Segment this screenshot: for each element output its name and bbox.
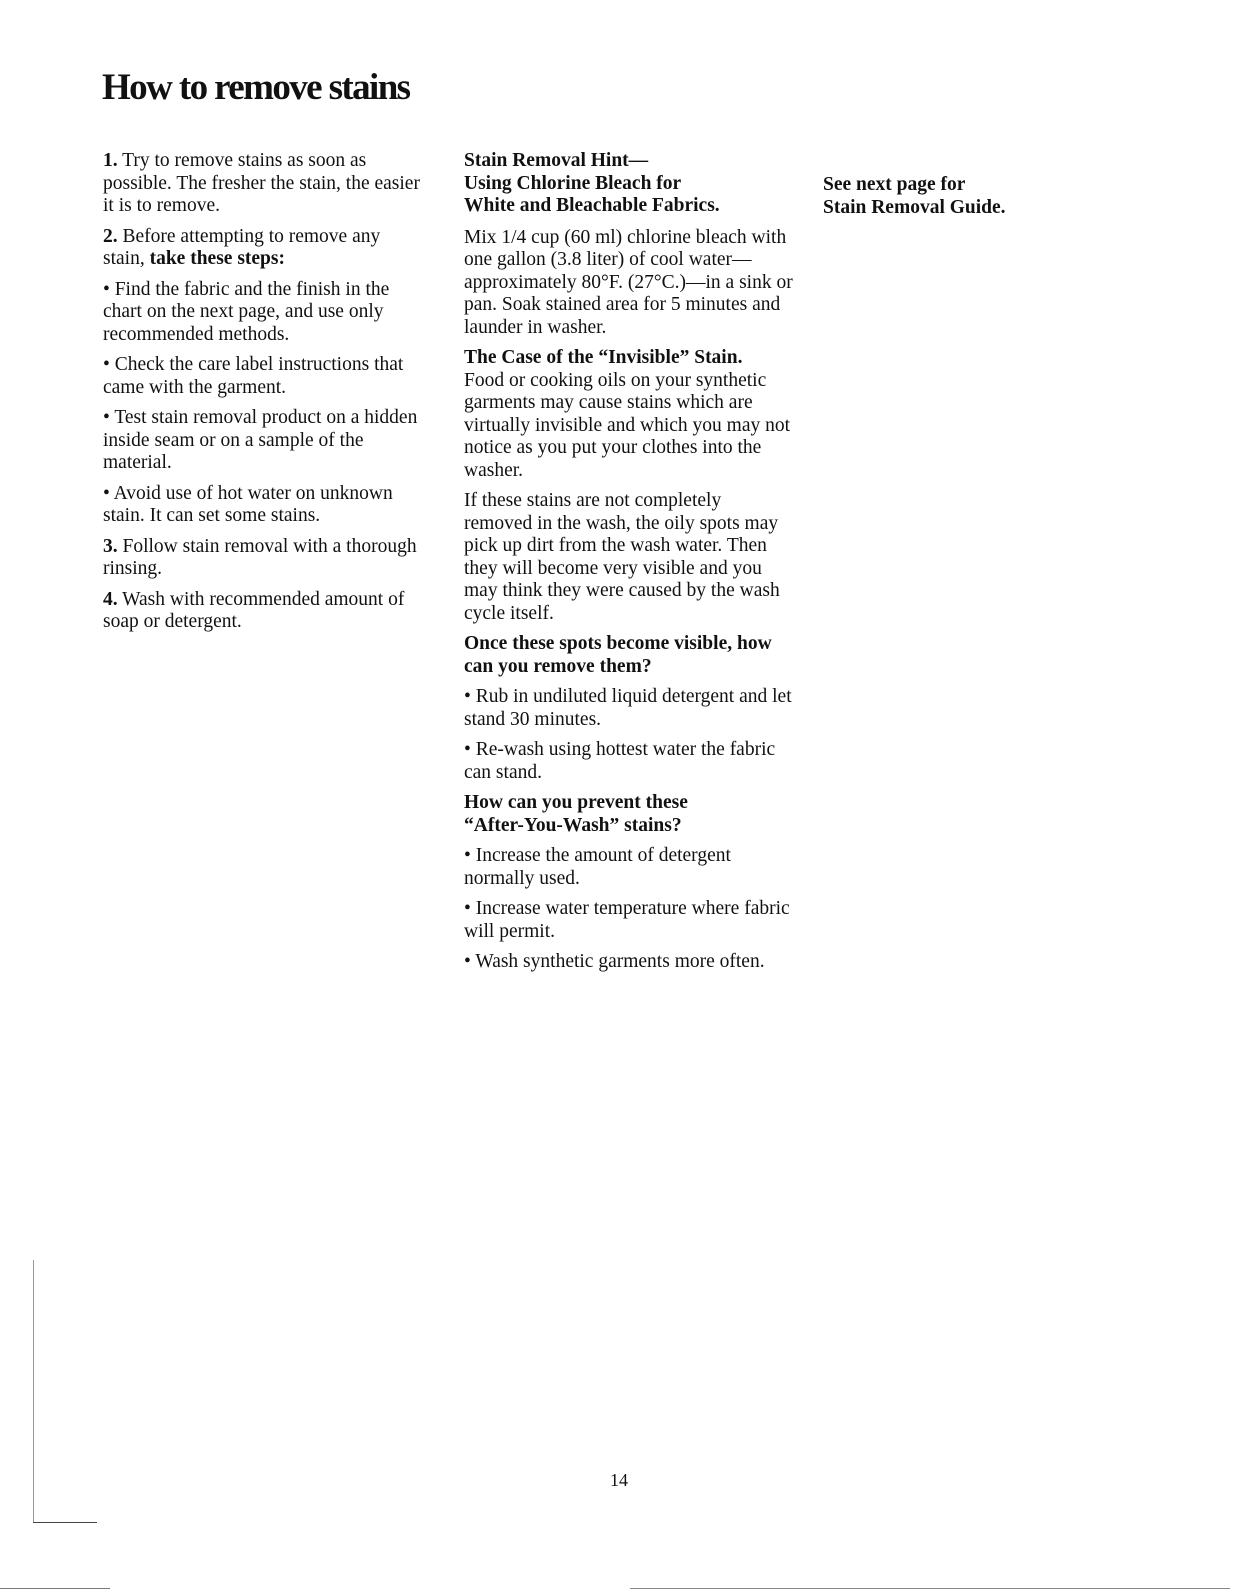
hint-heading-line: Using Chlorine Bleach for	[464, 172, 682, 194]
prevent-heading-line: How can you prevent these	[464, 792, 688, 813]
step-number: 4.	[103, 588, 118, 610]
invisible-stain-body: If these stains are not completely removed in the wash, the oily spots may pick up dirt from the wash water. Then they will become very visible and you may think they were caused by the wash cycle itself.	[464, 490, 780, 624]
step-number: 2.	[103, 225, 118, 247]
note-line: See next page for	[823, 174, 966, 195]
crop-mark	[0, 1588, 110, 1589]
see-next-page-note	[823, 174, 1083, 219]
prevent-stains-heading	[464, 792, 794, 837]
step-text: Follow stain removal with a thorough rinsing.	[103, 535, 417, 579]
bullet-item: • Find the fabric and the finish in the chart on the next page, and use only recommended methods.	[103, 278, 390, 345]
bullet-item: • Avoid use of hot water on unknown stain. It can set some stains.	[103, 482, 393, 526]
binding-margin-line	[33, 1260, 34, 1522]
step-number: 3.	[103, 535, 118, 557]
hint-body: Mix 1/4 cup (60 ml) chlorine bleach with one gallon (3.8 liter) of cool water—approximately 80°F. (27°C.)—in a sink or pan. Soak stained area for 5 minutes and launder in washer.	[464, 226, 793, 338]
left-column	[103, 150, 423, 642]
bullet-item: • Rub in undiluted liquid detergent and let stand 30 minutes.	[464, 686, 792, 730]
bullet-item: • Increase water temperature where fabric will permit.	[464, 898, 790, 942]
step-1	[103, 150, 423, 218]
step-4	[103, 589, 423, 634]
bullet-item: • Re-wash using hottest water the fabric can stand.	[464, 739, 776, 783]
note-line: Stain Removal Guide.	[823, 196, 1006, 218]
crop-mark	[33, 1522, 97, 1523]
page-number: 14	[610, 1470, 628, 1490]
step-3	[103, 536, 423, 581]
middle-column	[464, 150, 794, 982]
invisible-stain-body: Food or cooking oils on your synthetic garments may cause stains which are virtually invisible and which you may not notice as you put your clothes into the washer.	[464, 369, 791, 481]
bullet-item: • Wash synthetic garments more often.	[464, 951, 765, 972]
crop-mark	[630, 1588, 1230, 1589]
step-2	[103, 226, 423, 271]
hint-heading-line: Stain Removal Hint—	[464, 150, 649, 171]
step-number: 1.	[103, 150, 118, 171]
step-text: Before attempting to remove any stain,	[103, 225, 381, 269]
bullet-item: • Check the care label instructions that came with the garment.	[103, 354, 404, 398]
step-text: Wash with recommended amount of soap or detergent.	[103, 588, 405, 632]
bullet-item: • Increase the amount of detergent normally used.	[464, 845, 731, 889]
invisible-stain-heading: The Case of the “Invisible” Stain.	[464, 347, 743, 368]
remove-spots-heading: Once these spots become visible, how can you remove them?	[464, 633, 772, 677]
bullet-item: • Test stain removal product on a hidden inside seam or on a sample of the material.	[103, 407, 418, 473]
step-emphasis: take these steps:	[149, 248, 285, 269]
right-column	[823, 174, 1083, 227]
hint-heading	[464, 150, 794, 218]
step-text: Try to remove stains as soon as possible. The fresher the stain, the easier it is to remove.	[103, 150, 420, 216]
prevent-heading-line: “After-You-Wash” stains?	[464, 814, 682, 836]
page-title: How to remove stains	[102, 67, 410, 108]
hint-heading-line: White and Bleachable Fabrics.	[464, 195, 720, 216]
